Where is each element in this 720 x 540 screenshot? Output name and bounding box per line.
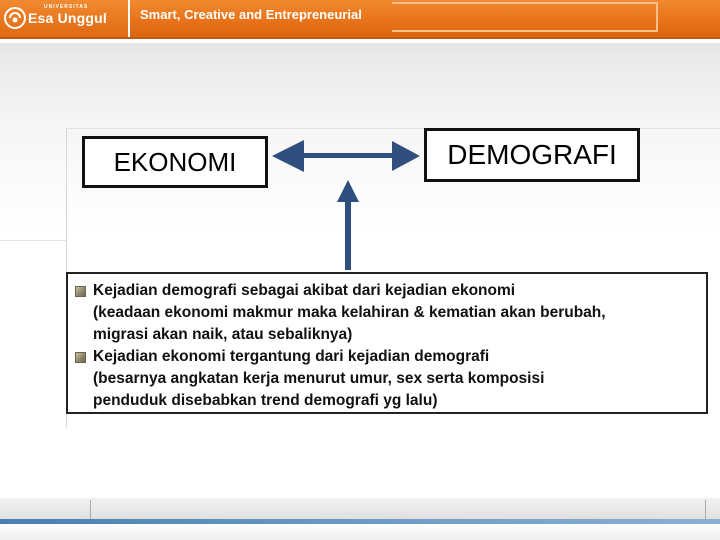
footer-bottom [0, 524, 720, 540]
footer-tick [90, 500, 91, 520]
bullet-icon [75, 286, 86, 297]
list-item [68, 280, 696, 346]
double-arrow-icon [272, 140, 420, 172]
item-line: Kejadian demografi sebagai akibat dari kejadian ekonomi [93, 282, 516, 299]
box-demografi: DEMOGRAFI [424, 128, 640, 182]
logo-subtitle: UNIVERSITAS [44, 4, 89, 10]
footer-tick [705, 500, 706, 520]
bullet-icon [75, 352, 86, 363]
up-arrow-icon [337, 180, 359, 270]
item-line: Kejadian ekonomi tergantung dari kejadian demografi [93, 348, 490, 365]
item-line: penduduk disebabkan trend demografi yg lalu) [93, 392, 438, 409]
box-ekonomi: EKONOMI [82, 136, 268, 188]
item-line: migrasi akan naik, atau sebaliknya) [93, 326, 353, 343]
explanation-panel [66, 272, 708, 414]
item-line: (keadaan ekonomi makmur maka kelahiran & kematian akan berubah, [93, 304, 606, 321]
logo-name: Esa Unggul [28, 10, 108, 26]
bullet-list [68, 274, 706, 412]
header-tagline: Smart, Creative and Entrepreneurial [140, 7, 362, 22]
list-item [68, 346, 696, 412]
item-line: (besarnya angkatan kerja menurut umur, sex serta komposisi [93, 370, 545, 387]
